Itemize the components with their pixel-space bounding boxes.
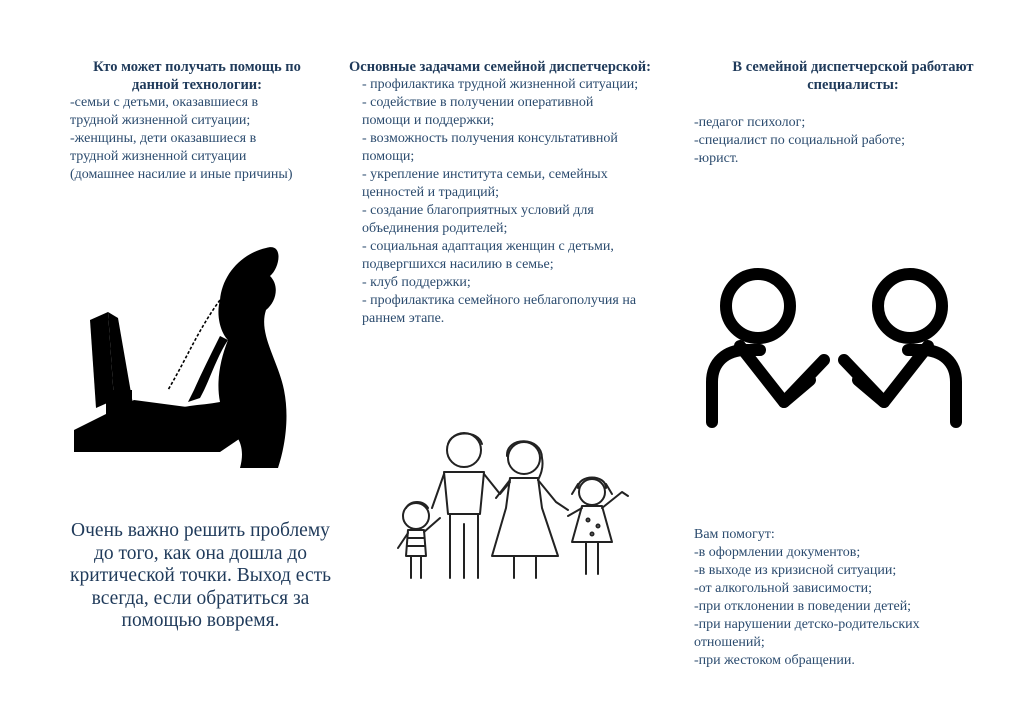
list-item: раннем этапе.: [362, 311, 445, 326]
list-item: -от алкогольной зависимости;: [694, 581, 873, 596]
list-item: -при отклонении в поведении детей;: [694, 599, 912, 614]
list-item: -юрист.: [694, 151, 739, 166]
list-item: -при нарушении детско-родительских: [694, 617, 920, 632]
list-item: трудной жизненной ситуации: [70, 149, 247, 164]
list-item: объединения родителей;: [362, 221, 508, 236]
list-item: - возможность получения консультативной: [362, 131, 618, 146]
list-item: -в выходе из кризисной ситуации;: [694, 563, 897, 578]
specialists-heading: [700, 58, 1006, 94]
heading-line: В семейной диспетчерской работают: [732, 59, 974, 75]
heading-line: Кто может получать помощь по: [93, 59, 301, 75]
list-item: (домашнее насилие и иные причины): [70, 167, 293, 182]
quote-line: всегда, если обратиться за: [91, 587, 310, 609]
list-item: - профилактика семейного неблагополучия на: [362, 293, 637, 308]
consultation-icon: [700, 262, 968, 430]
woman-on-phone-silhouette-icon: [70, 240, 310, 475]
heading-line: данной технологии:: [132, 77, 262, 93]
quote-line: помощью вовремя.: [121, 610, 280, 631]
list-item: -женщины, дети оказавшиеся в: [70, 131, 257, 146]
list-item: - содействие в получении оперативной: [362, 95, 594, 110]
list-item: -при жестоком обращении.: [694, 653, 855, 668]
list-item: - социальная адаптация женщин с детьми,: [362, 239, 614, 254]
list-item: Вам помогут:: [694, 527, 775, 542]
quote-line: критической точки. Выход есть: [69, 565, 332, 586]
eligible-list: [70, 94, 335, 184]
tasks-list: [362, 76, 692, 328]
list-item: -семьи с детьми, оказавшиеся в: [70, 95, 259, 110]
family-drawing-icon: [392, 428, 638, 584]
list-item: отношений;: [694, 635, 765, 650]
list-item: - создание благоприятных условий для: [362, 203, 594, 218]
main-tasks-heading: Основные задачами семейной диспетчерской:: [349, 59, 651, 75]
list-item: ценностей и традиций;: [362, 185, 500, 200]
quote-line: до того, как она дошла до: [93, 542, 308, 564]
specialists-list: [694, 114, 994, 168]
who-can-get-help-heading: [72, 58, 322, 94]
list-item: - укрепление института семьи, семейных: [362, 167, 608, 182]
list-item: трудной жизненной ситуации;: [70, 113, 251, 128]
heading-line: специалисты:: [807, 77, 899, 93]
help-list: [694, 526, 994, 670]
list-item: -специалист по социальной работе;: [694, 133, 905, 148]
motivational-quote: [58, 520, 343, 633]
quote-line: Очень важно решить проблему: [71, 520, 330, 541]
list-item: - клуб поддержки;: [362, 275, 471, 290]
list-item: -педагог психолог;: [694, 115, 806, 130]
list-item: подвергшихся насилию в семье;: [362, 257, 554, 272]
list-item: -в оформлении документов;: [694, 545, 861, 560]
list-item: помощи;: [362, 149, 415, 164]
list-item: - профилактика трудной жизненной ситуации;: [362, 77, 639, 92]
list-item: помощи и поддержки;: [362, 113, 495, 128]
